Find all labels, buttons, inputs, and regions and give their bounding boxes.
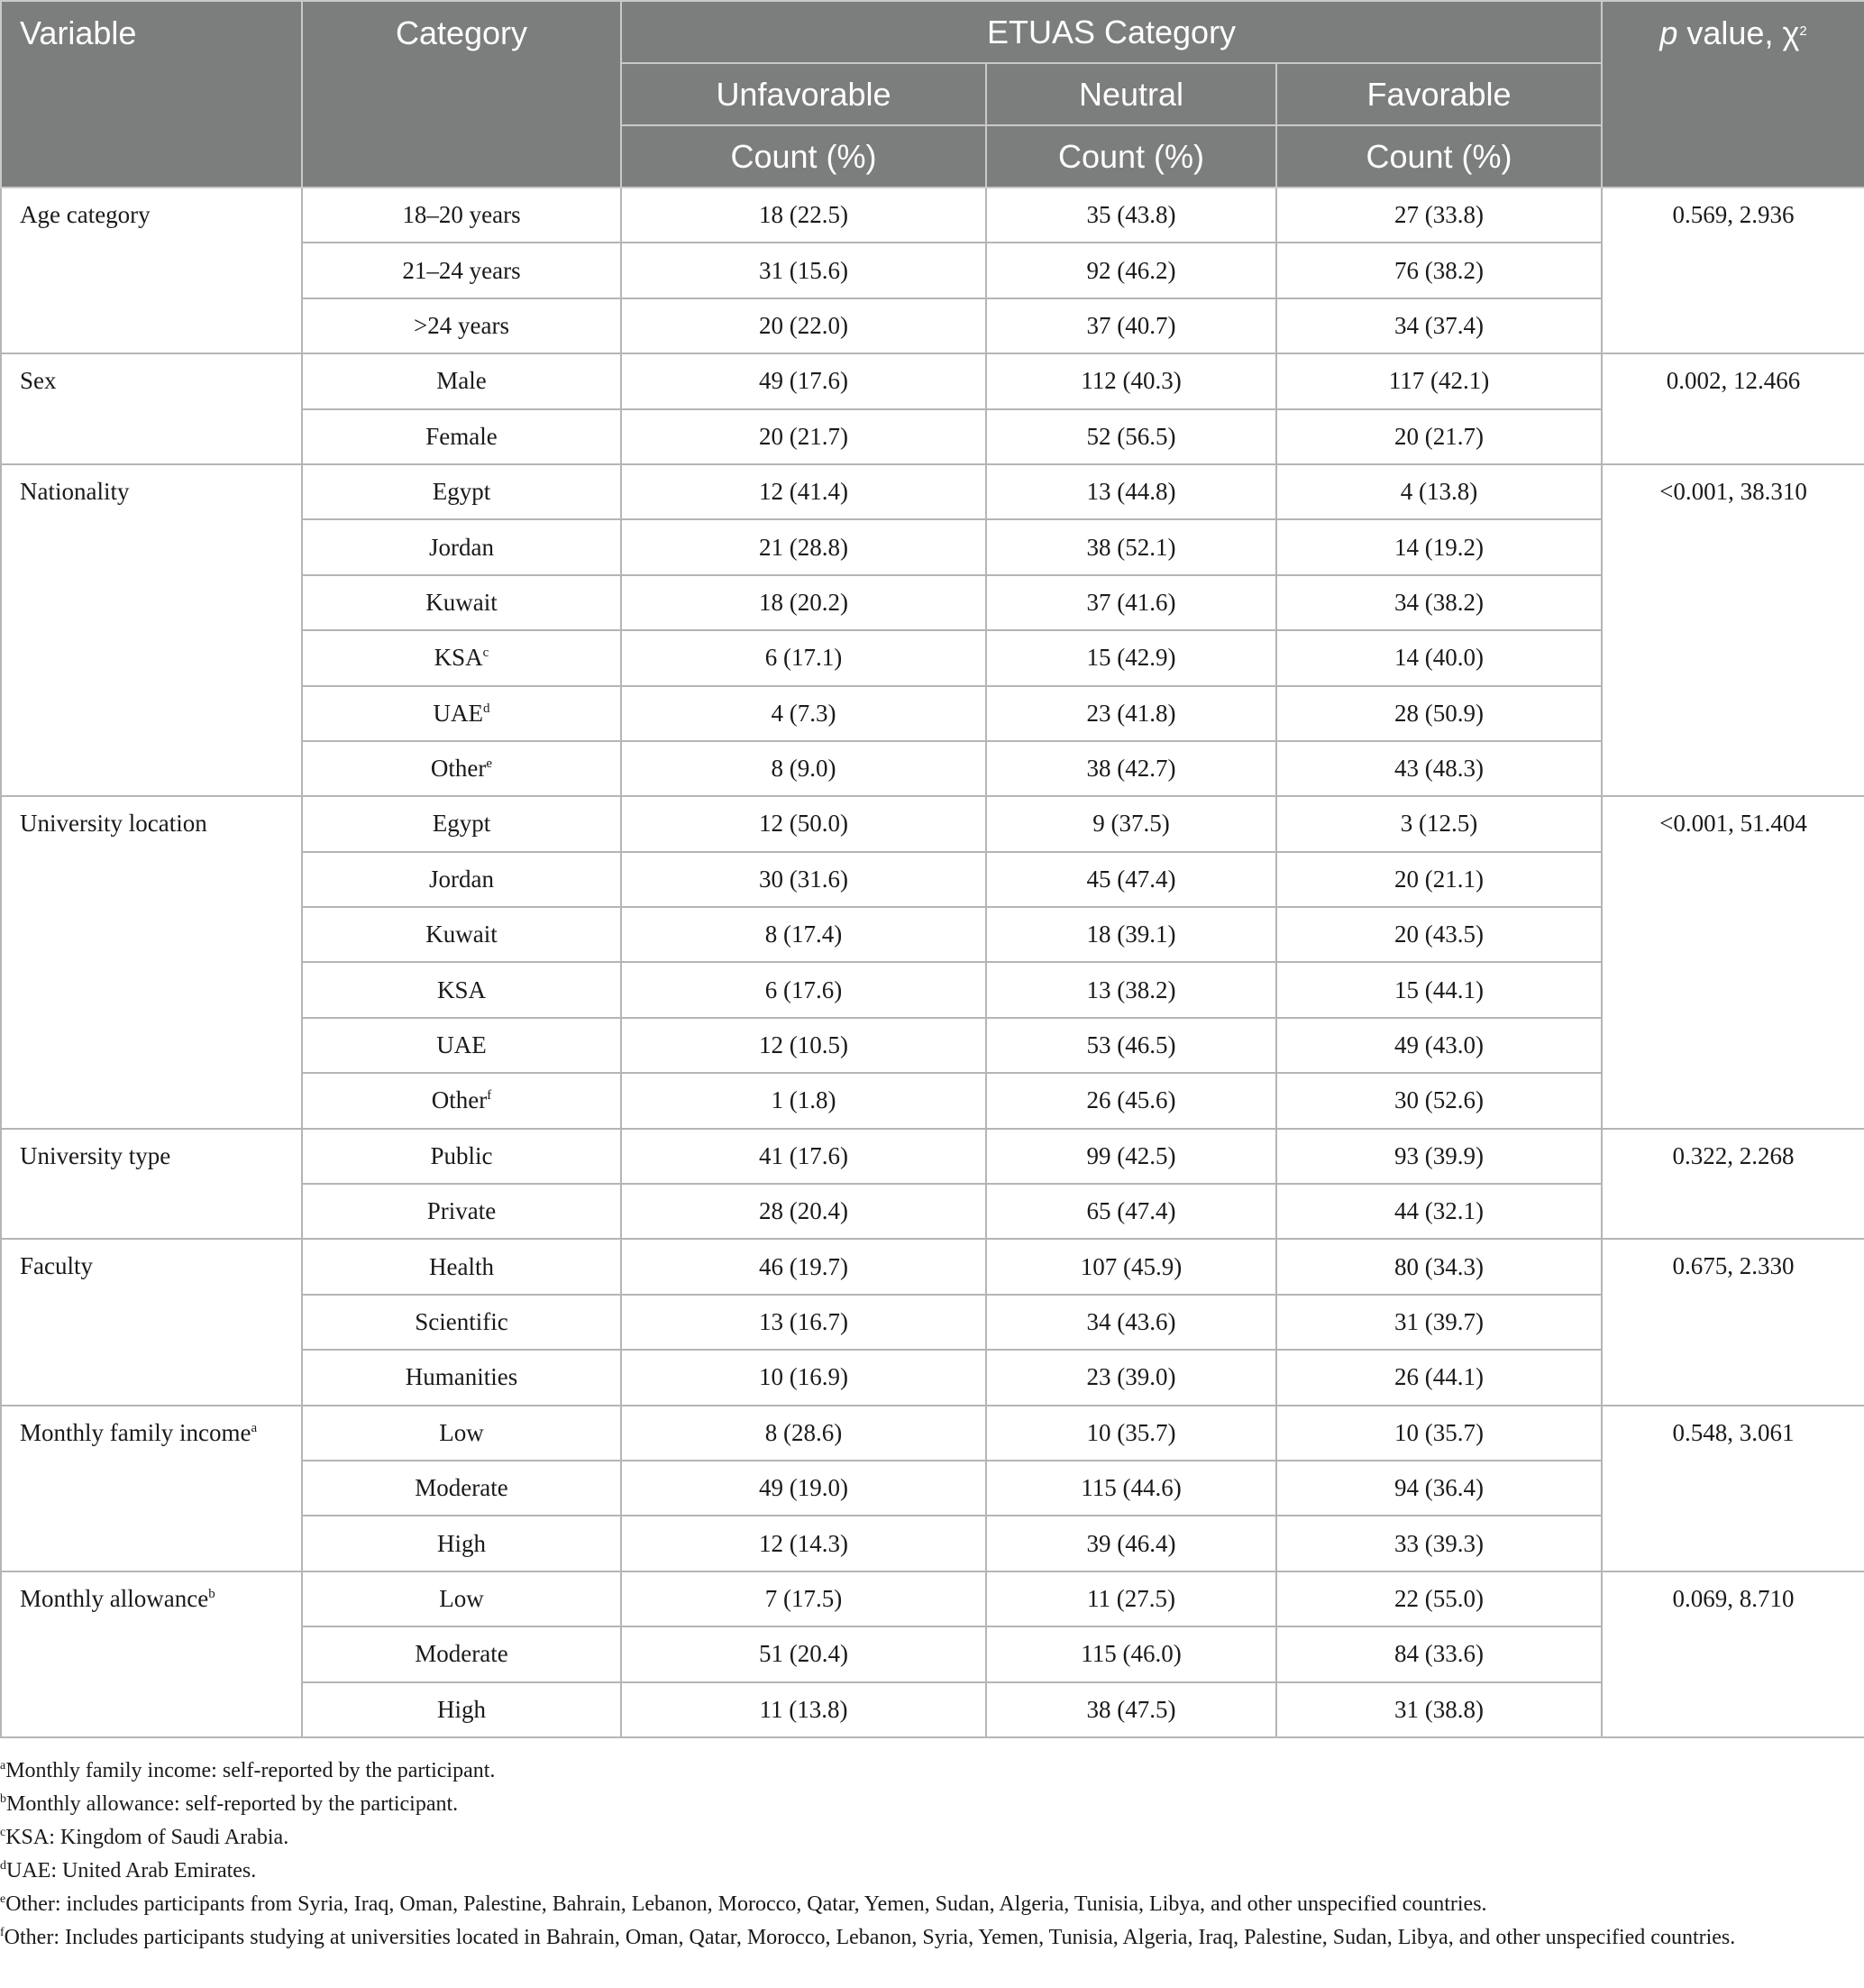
neutral-count-cell: 37 (40.7) [986,298,1276,353]
category-label: Male [436,367,487,395]
category-label: Jordan [429,533,494,561]
category-cell [302,1682,621,1737]
footnote [0,1888,1864,1921]
unfavorable-count-cell: 41 (17.6) [621,1129,986,1184]
neutral-count-cell: 13 (38.2) [986,962,1276,1017]
footnote [0,1754,1864,1788]
header-variable: Variable [1,1,302,188]
favorable-count-cell: 34 (37.4) [1276,298,1602,353]
table-row [1,1571,1864,1626]
table-row [1,796,1864,851]
p-value-cell: 0.569, 2.936 [1602,188,1864,353]
neutral-count-cell: 115 (46.0) [986,1626,1276,1681]
neutral-count-cell: 9 (37.5) [986,796,1276,851]
category-label: Private [426,1197,497,1225]
footnote-mark: e [0,1892,6,1906]
favorable-count-cell: 80 (34.3) [1276,1239,1602,1294]
variable-cell [1,1129,302,1240]
unfavorable-count-cell: 49 (19.0) [621,1461,986,1516]
category-cell [302,298,621,353]
unfavorable-count-cell: 12 (10.5) [621,1018,986,1073]
category-label: Kuwait [425,588,498,616]
footnote-mark: d [0,1858,6,1873]
category-cell [302,1571,621,1626]
unfavorable-count-cell: 18 (20.2) [621,575,986,630]
favorable-count-cell: 22 (55.0) [1276,1571,1602,1626]
footnotes [0,1738,1864,1955]
footnote-mark: b [0,1791,6,1806]
unfavorable-count-cell: 6 (17.1) [621,630,986,685]
neutral-count-cell: 39 (46.4) [986,1516,1276,1571]
favorable-count-cell: 76 (38.2) [1276,243,1602,298]
unfavorable-count-cell: 30 (31.6) [621,852,986,907]
header-p-italic: p [1659,14,1678,51]
category-label: Other [430,755,487,783]
category-cell [302,353,621,408]
unfavorable-count-cell: 11 (13.8) [621,1682,986,1737]
category-cell [302,630,621,685]
category-cell [302,796,621,851]
neutral-count-cell: 38 (47.5) [986,1682,1276,1737]
variable-label: Age category [20,201,151,228]
neutral-count-cell: 34 (43.6) [986,1295,1276,1350]
header-neutral: Neutral [986,63,1276,125]
variable-label: Nationality [20,477,130,505]
unfavorable-count-cell: 12 (50.0) [621,796,986,851]
category-label: Moderate [415,1474,508,1502]
table-row [1,1129,1864,1184]
variable-cell [1,1571,302,1737]
variable-cell [1,188,302,353]
category-cell [302,1626,621,1681]
p-value-cell: <0.001, 51.404 [1602,796,1864,1128]
category-cell [302,1350,621,1405]
neutral-count-cell: 52 (56.5) [986,409,1276,464]
neutral-count-cell: 35 (43.8) [986,188,1276,243]
unfavorable-count-cell: 20 (21.7) [621,409,986,464]
category-cell [302,409,621,464]
header-p-value [1602,1,1864,188]
favorable-count-cell: 33 (39.3) [1276,1516,1602,1571]
unfavorable-count-cell: 20 (22.0) [621,298,986,353]
variable-cell [1,1406,302,1571]
footnote-mark: e [486,756,493,772]
unfavorable-count-cell: 8 (17.4) [621,907,986,962]
favorable-count-cell: 20 (21.7) [1276,409,1602,464]
favorable-count-cell: 14 (40.0) [1276,630,1602,685]
category-cell [302,1239,621,1294]
category-label: Humanities [405,1363,518,1391]
category-cell [302,686,621,741]
category-label: Kuwait [425,921,498,948]
category-label: >24 years [414,311,509,339]
category-label: Low [439,1418,484,1446]
category-label: Moderate [415,1640,508,1668]
category-label: Other [431,1086,488,1114]
neutral-count-cell: 23 (41.8) [986,686,1276,741]
header-unfavorable: Unfavorable [621,63,986,125]
unfavorable-count-cell: 8 (9.0) [621,741,986,796]
neutral-count-cell: 11 (27.5) [986,1571,1276,1626]
favorable-count-cell: 34 (38.2) [1276,575,1602,630]
variable-cell [1,464,302,796]
category-cell [302,1073,621,1128]
category-label: 21–24 years [402,256,521,284]
unfavorable-count-cell: 31 (15.6) [621,243,986,298]
variable-cell [1,353,302,464]
neutral-count-cell: 99 (42.5) [986,1129,1276,1184]
favorable-count-cell: 27 (33.8) [1276,188,1602,243]
variable-label: University type [20,1141,171,1169]
unfavorable-count-cell: 12 (41.4) [621,464,986,519]
category-label: Public [430,1141,493,1169]
footnote-mark: c [0,1825,6,1839]
favorable-count-cell: 20 (21.1) [1276,852,1602,907]
footnote-mark: f [0,1925,5,1939]
table-body [1,188,1864,1737]
unfavorable-count-cell: 28 (20.4) [621,1184,986,1239]
header-count-unfavorable: Count (%) [621,125,986,188]
p-value-cell: 0.322, 2.268 [1602,1129,1864,1240]
favorable-count-cell: 15 (44.1) [1276,962,1602,1017]
unfavorable-count-cell: 7 (17.5) [621,1571,986,1626]
category-label: High [437,1529,486,1557]
unfavorable-count-cell: 8 (28.6) [621,1406,986,1461]
unfavorable-count-cell: 21 (28.8) [621,519,986,574]
unfavorable-count-cell: 46 (19.7) [621,1239,986,1294]
p-value-cell: 0.548, 3.061 [1602,1406,1864,1571]
favorable-count-cell: 14 (19.2) [1276,519,1602,574]
category-label: Health [429,1252,494,1280]
favorable-count-cell: 3 (12.5) [1276,796,1602,851]
footnote-text: Other: Includes participants studying at universities located in Bahrain, Oman, Qatar, Morocco, Lebanon, Syria, Yemen, Tunisia, Algeria, Iraq, Palestine, Sudan, Libya, and other unspecified countries. [4,1925,1736,1949]
category-cell [302,1295,621,1350]
favorable-count-cell: 30 (52.6) [1276,1073,1602,1128]
favorable-count-cell: 93 (39.9) [1276,1129,1602,1184]
category-label: High [437,1695,486,1723]
favorable-count-cell: 20 (43.5) [1276,907,1602,962]
favorable-count-cell: 94 (36.4) [1276,1461,1602,1516]
favorable-count-cell: 31 (39.7) [1276,1295,1602,1350]
category-cell [302,741,621,796]
neutral-count-cell: 53 (46.5) [986,1018,1276,1073]
category-cell [302,1129,621,1184]
favorable-count-cell: 4 (13.8) [1276,464,1602,519]
p-value-cell: 0.675, 2.330 [1602,1239,1864,1405]
favorable-count-cell: 26 (44.1) [1276,1350,1602,1405]
unfavorable-count-cell: 1 (1.8) [621,1073,986,1128]
neutral-count-cell: 23 (39.0) [986,1350,1276,1405]
variable-label: University location [20,810,207,838]
footnote-mark: f [487,1088,492,1104]
unfavorable-count-cell: 49 (17.6) [621,353,986,408]
footnote [0,1821,1864,1855]
variable-label: Monthly family income [20,1418,251,1446]
favorable-count-cell: 10 (35.7) [1276,1406,1602,1461]
p-value-cell: <0.001, 38.310 [1602,464,1864,796]
unfavorable-count-cell: 10 (16.9) [621,1350,986,1405]
table-row [1,464,1864,519]
neutral-count-cell: 112 (40.3) [986,353,1276,408]
favorable-count-cell: 43 (48.3) [1276,741,1602,796]
unfavorable-count-cell: 18 (22.5) [621,188,986,243]
category-cell [302,464,621,519]
footnote [0,1788,1864,1821]
footnote-text: Monthly family income: self-reported by the participant. [5,1758,496,1782]
unfavorable-count-cell: 6 (17.6) [621,962,986,1017]
footnote-mark: b [208,1586,215,1601]
category-label: Jordan [429,865,494,893]
table-row [1,1406,1864,1461]
category-cell [302,243,621,298]
footnote-text: Monthly allowance: self-reported by the participant. [6,1791,459,1816]
header-category: Category [302,1,621,188]
category-cell [302,1184,621,1239]
neutral-count-cell: 18 (39.1) [986,907,1276,962]
favorable-count-cell: 44 (32.1) [1276,1184,1602,1239]
footnote [0,1921,1848,1955]
table-row [1,188,1864,243]
header-favorable: Favorable [1276,63,1602,125]
footnote-mark: a [0,1758,6,1773]
category-label: KSA [434,644,483,672]
variable-label: Faculty [20,1252,93,1280]
favorable-count-cell: 117 (42.1) [1276,353,1602,408]
neutral-count-cell: 107 (45.9) [986,1239,1276,1294]
neutral-count-cell: 45 (47.4) [986,852,1276,907]
category-label: Low [439,1584,484,1612]
category-label: UAE [433,699,483,727]
category-cell [302,188,621,243]
category-cell [302,1406,621,1461]
header-etuas-category: ETUAS Category [621,1,1602,63]
category-label: Scientific [415,1308,508,1335]
footnote-text: KSA: Kingdom of Saudi Arabia. [5,1825,289,1849]
category-label: Egypt [432,478,491,506]
neutral-count-cell: 38 (52.1) [986,519,1276,574]
category-label: Egypt [432,810,491,838]
favorable-count-cell: 28 (50.9) [1276,686,1602,741]
neutral-count-cell: 38 (42.7) [986,741,1276,796]
category-cell [302,907,621,962]
category-cell [302,852,621,907]
neutral-count-cell: 37 (41.6) [986,575,1276,630]
category-cell [302,962,621,1017]
footnote [0,1855,1864,1888]
category-cell [302,519,621,574]
table-header [1,1,1864,188]
unfavorable-count-cell: 12 (14.3) [621,1516,986,1571]
header-count-favorable: Count (%) [1276,125,1602,188]
category-cell [302,1461,621,1516]
neutral-count-cell: 65 (47.4) [986,1184,1276,1239]
neutral-count-cell: 26 (45.6) [986,1073,1276,1128]
category-label: UAE [436,1031,487,1059]
header-p-sup: 2 [1799,23,1807,39]
footnote-mark: d [483,701,490,716]
neutral-count-cell: 10 (35.7) [986,1406,1276,1461]
category-label: KSA [436,976,486,1003]
p-value-cell: 0.069, 8.710 [1602,1571,1864,1737]
neutral-count-cell: 115 (44.6) [986,1461,1276,1516]
neutral-count-cell: 92 (46.2) [986,243,1276,298]
variable-label: Sex [20,367,57,395]
category-label: 18–20 years [402,201,521,229]
table-row [1,353,1864,408]
favorable-count-cell: 31 (38.8) [1276,1682,1602,1737]
footnote-mark: c [482,646,489,661]
unfavorable-count-cell: 51 (20.4) [621,1626,986,1681]
footnote-text: Other: includes participants from Syria, Iraq, Oman, Palestine, Bahrain, Lebanon, Morocco, Qatar, Yemen, Sudan, Algeria, Tunisia, Libya, and other unspecified countries. [5,1892,1487,1916]
table-row [1,1239,1864,1294]
footnote-text: UAE: United Arab Emirates. [6,1858,257,1883]
category-label: Female [425,422,498,450]
favorable-count-cell: 84 (33.6) [1276,1626,1602,1681]
header-count-neutral: Count (%) [986,125,1276,188]
unfavorable-count-cell: 4 (7.3) [621,686,986,741]
unfavorable-count-cell: 13 (16.7) [621,1295,986,1350]
footnote-mark: a [251,1420,258,1435]
variable-cell [1,796,302,1128]
category-cell [302,1516,621,1571]
category-cell [302,575,621,630]
p-value-cell: 0.002, 12.466 [1602,353,1864,464]
neutral-count-cell: 13 (44.8) [986,464,1276,519]
header-p-rest: value, χ [1677,14,1800,51]
category-cell [302,1018,621,1073]
variable-cell [1,1239,302,1405]
favorable-count-cell: 49 (43.0) [1276,1018,1602,1073]
variable-label: Monthly allowance [20,1584,209,1612]
neutral-count-cell: 15 (42.9) [986,630,1276,685]
